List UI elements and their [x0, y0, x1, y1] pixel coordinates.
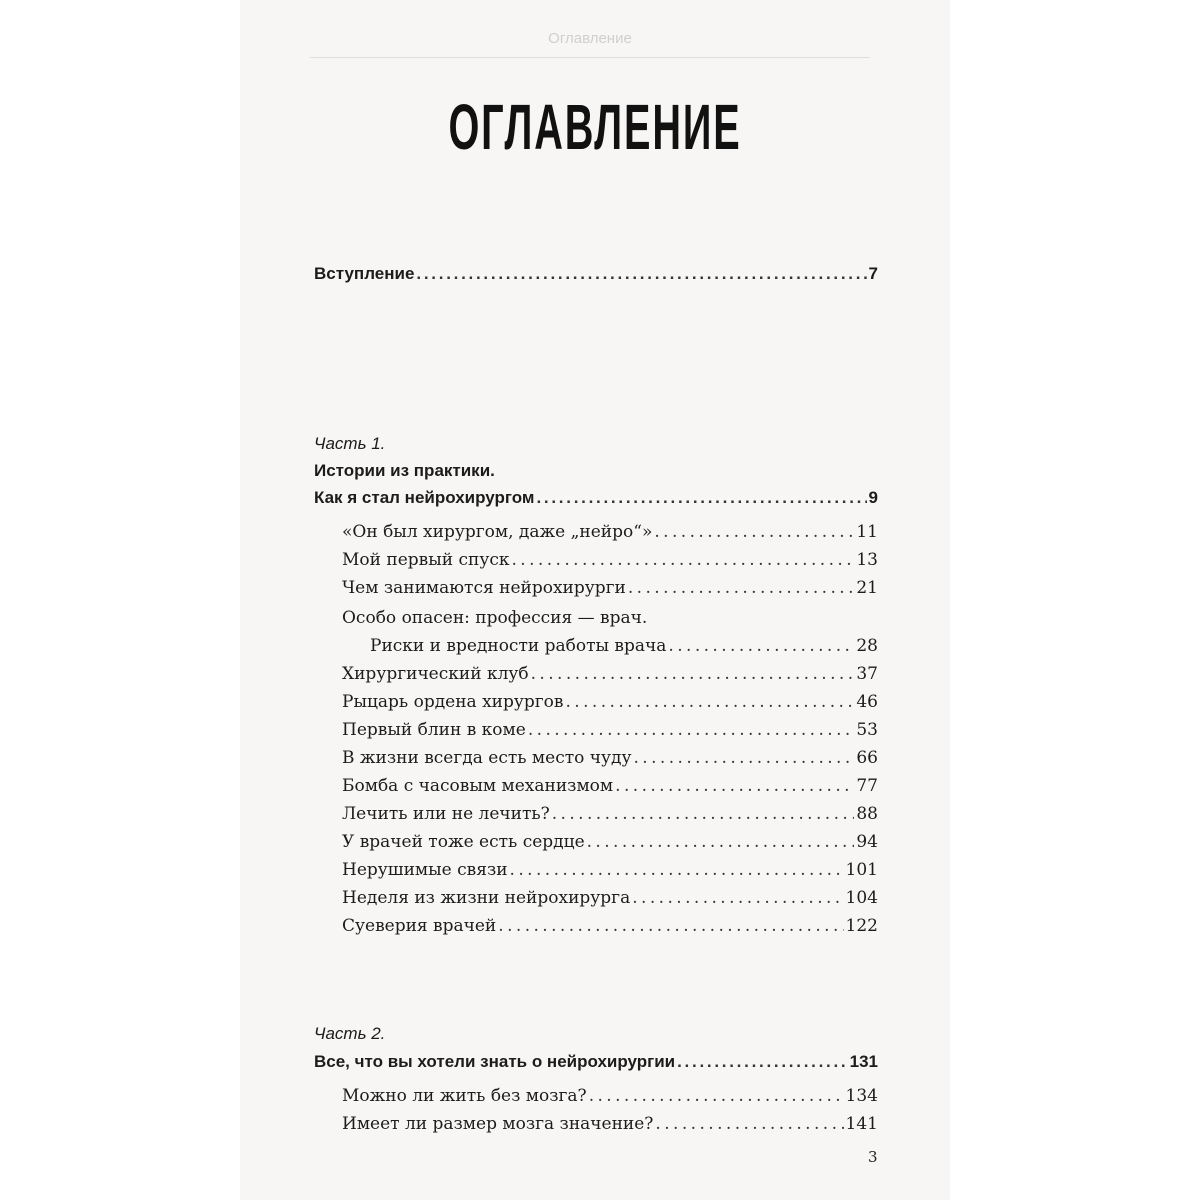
- leader-dots: [566, 690, 855, 714]
- toc-entry-intro[interactable]: [314, 262, 878, 286]
- leader-dots: [654, 520, 854, 544]
- toc-entry-page: 77: [856, 776, 878, 796]
- toc-entry[interactable]: [342, 662, 878, 686]
- toc-entry[interactable]: [342, 1084, 878, 1108]
- toc-entry-page: 9: [868, 488, 878, 507]
- toc-entry-page: 13: [856, 550, 878, 570]
- header-rule: [310, 57, 870, 58]
- toc-entry-text: Вступление: [314, 264, 415, 283]
- toc-entry-page: 131: [849, 1052, 878, 1071]
- toc-entry-text: Рыцарь ордена хирургов: [342, 692, 564, 712]
- toc-entry-text: Риски и вредности работы врача: [370, 636, 667, 656]
- toc-entry-page: 7: [868, 264, 878, 283]
- toc-entry-page: 37: [856, 664, 878, 684]
- toc-entry-page: 101: [845, 860, 878, 880]
- toc-entry-page: 141: [845, 1114, 878, 1134]
- toc-entry[interactable]: [342, 830, 878, 854]
- toc-entry-text: Первый блин в коме: [342, 720, 526, 740]
- toc-entry[interactable]: [342, 1112, 878, 1136]
- toc-entry-text: У врачей тоже есть сердце: [342, 832, 585, 852]
- part2-label: Часть 2.: [314, 1024, 386, 1043]
- page-title: ОГЛАВЛЕНИЕ: [448, 91, 742, 163]
- toc-entry-part1[interactable]: [314, 486, 878, 510]
- toc-entry-text: Все, что вы хотели знать о нейрохирургии: [314, 1052, 676, 1071]
- toc-entry-page: 46: [856, 692, 878, 712]
- leader-dots: [498, 914, 843, 938]
- part1-title-line1: Истории из практики.: [314, 461, 495, 480]
- leader-dots: [589, 1084, 844, 1108]
- leader-dots: [528, 718, 855, 742]
- toc-entry-text: «Он был хирургом, даже „нейро“»: [342, 522, 653, 542]
- leader-dots: [416, 262, 866, 286]
- toc-entry-text: Бомба с часовым механизмом: [342, 776, 614, 796]
- leader-dots: [587, 830, 855, 854]
- toc-entry-page: 134: [845, 1086, 878, 1106]
- toc-entry[interactable]: [342, 774, 878, 798]
- leader-dots: [628, 576, 854, 600]
- leader-dots: [633, 746, 854, 770]
- toc-entry-page: 66: [856, 748, 878, 768]
- part1-label: Часть 1.: [314, 434, 386, 453]
- toc-entry-page: 122: [845, 916, 878, 936]
- leader-dots: [536, 486, 866, 510]
- leader-dots: [655, 1112, 843, 1136]
- leader-dots: [510, 858, 844, 882]
- toc-entry[interactable]: [342, 576, 878, 600]
- toc-entry-text: Неделя из жизни нейрохирурга: [342, 888, 631, 908]
- toc-entry-page: 21: [856, 578, 878, 598]
- toc-entry-text: Хирургический клуб: [342, 664, 529, 684]
- toc-entry[interactable]: [342, 914, 878, 938]
- toc-entry[interactable]: [342, 718, 878, 742]
- toc-entry-text: Можно ли жить без мозга?: [342, 1086, 587, 1106]
- toc-entry-text: Мой первый спуск: [342, 550, 510, 570]
- toc-entry-text: Чем занимаются нейрохирурги: [342, 578, 626, 598]
- toc-entry-page: 104: [845, 888, 878, 908]
- toc-entry-text: В жизни всегда есть место чуду: [342, 748, 632, 768]
- toc-entry-text: Лечить или не лечить?: [342, 804, 550, 824]
- leader-dots: [552, 802, 855, 826]
- leader-dots: [677, 1050, 848, 1074]
- bleed-through-header: Оглавление: [548, 30, 632, 47]
- toc-entry[interactable]: [370, 634, 878, 658]
- toc-entry-text: Имеет ли размер мозга значение?: [342, 1114, 654, 1134]
- toc-entry[interactable]: [342, 858, 878, 882]
- toc-entry-page: 11: [856, 522, 878, 542]
- toc-entry[interactable]: [342, 548, 878, 572]
- toc-entry-text: Как я стал нейрохирургом: [314, 488, 535, 507]
- toc-entry-part2[interactable]: [314, 1050, 878, 1074]
- book-page: [240, 0, 950, 1200]
- toc-entry[interactable]: [342, 746, 878, 770]
- toc-entry-text: Нерушимые связи: [342, 860, 508, 880]
- leader-dots: [512, 548, 855, 572]
- toc-entry-text: Особо опасен: профессия — врач.: [342, 608, 648, 628]
- toc-entry-text: Суеверия врачей: [342, 916, 497, 936]
- toc-entry-page: 53: [856, 720, 878, 740]
- toc-entry-page: 28: [856, 636, 878, 656]
- leader-dots: [615, 774, 854, 798]
- toc-entry[interactable]: [342, 886, 878, 910]
- toc-entry-page: 88: [856, 804, 878, 824]
- toc-entry-page: 94: [856, 832, 878, 852]
- leader-dots: [668, 634, 854, 658]
- leader-dots: [531, 662, 855, 686]
- leader-dots: [632, 886, 843, 910]
- toc-entry-no-page[interactable]: [342, 606, 878, 630]
- toc-entry[interactable]: [342, 802, 878, 826]
- toc-entry[interactable]: [342, 520, 878, 544]
- page-number: 3: [868, 1148, 878, 1166]
- toc-entry[interactable]: [342, 690, 878, 714]
